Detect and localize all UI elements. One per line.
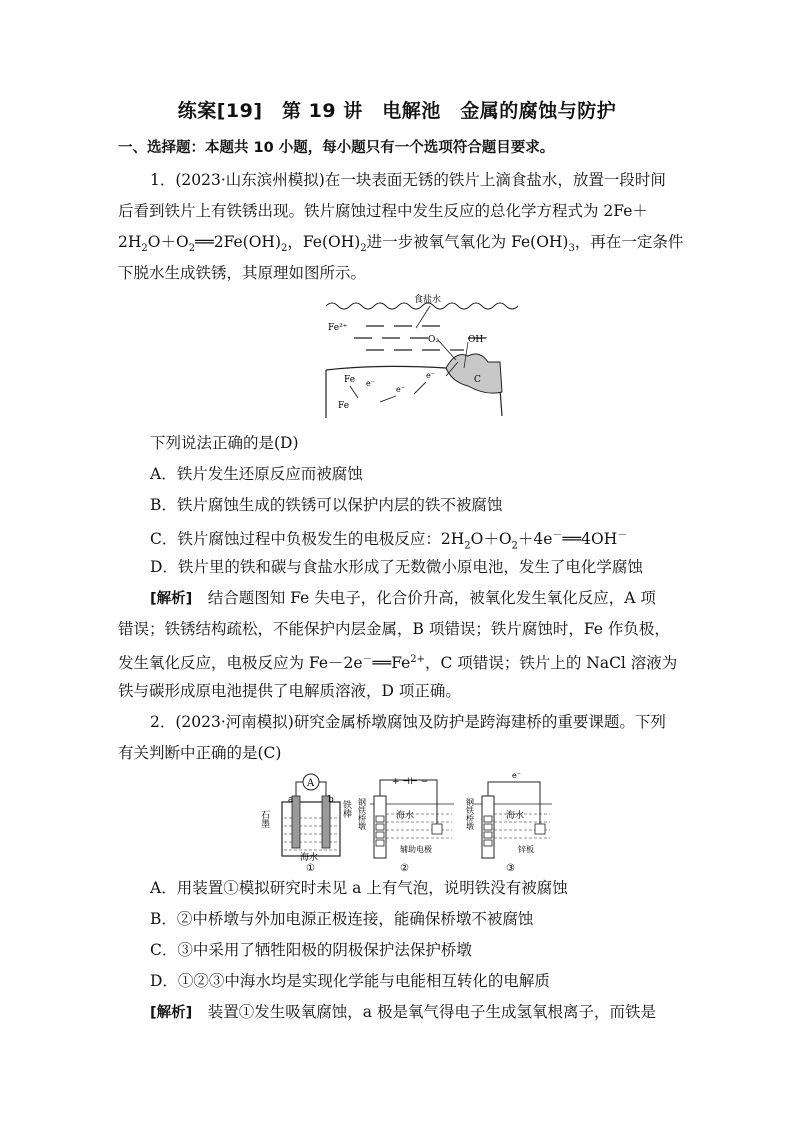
fig2-number-1: ①	[306, 863, 315, 874]
q1-option-a: A．铁片发生还原反应而被腐蚀	[150, 465, 363, 483]
q2-option-b: B．②中桥墩与外加电源正极连接，能确保桥墩不被腐蚀	[150, 910, 534, 928]
fig2-apparatus-1	[259, 774, 352, 874]
fig1-fe2-label: Fe²⁺	[328, 323, 348, 333]
svg-text:+ ⊣⊢ −: + ⊣⊢ −	[392, 777, 429, 787]
fig1-carbon-region	[446, 354, 502, 393]
fig1-electron-3: e⁻	[426, 371, 435, 380]
q1-analysis-line2: 错误；铁锈结构疏松，不能保护内层金属，B 项错误；铁片腐蚀时，Fe 作负极，	[118, 620, 670, 638]
fig2-number-3: ③	[506, 863, 515, 874]
fig2-apparatus-diagram	[259, 768, 552, 874]
fig2-electron-label: e⁻	[512, 771, 521, 780]
fig2-pile-label-2: 钢铁桥墩	[357, 798, 367, 830]
fig2-number-2: ②	[400, 863, 409, 874]
q1-stem: 下列说法正确的是(D)	[150, 434, 299, 452]
fig1-electron-1: e⁻	[366, 379, 375, 388]
q2-analysis-line1: [解析] 装置①发生吸氧腐蚀，a 极是氧气得电子生成氢氧根离子，而铁是	[150, 1003, 656, 1021]
fig2-iron-rod-label: 铁棒	[341, 800, 351, 818]
page-title: 练案[19] 第 19 讲 电解池 金属的腐蚀与防护	[177, 100, 617, 122]
analysis-tag: [解析]	[150, 591, 193, 607]
q1-option-d: D．铁片里的铁和碳与食盐水形成了无数微小原电池，发生了电化学腐蚀	[150, 558, 643, 576]
q1-analysis-line4: 铁与碳形成原电池提供了电解质溶液，D 项正确。	[118, 682, 461, 700]
fig1-oh-label: OH⁻	[468, 335, 488, 345]
analysis-tag-2: [解析]	[150, 1005, 193, 1021]
q1-option-c: C．铁片腐蚀过程中负极发生的电极反应：$2H_2O+O_2+4e^-══4OH^-$	[150, 530, 628, 552]
fig1-electron-2: e⁻	[396, 385, 405, 394]
fig2-apparatus-2	[358, 777, 455, 874]
fig2-ammeter-label: A	[307, 778, 315, 789]
fig1-o2-label: O₂	[428, 335, 439, 345]
q1-option-b: B．铁片腐蚀生成的铁锈可以保护内层的铁不被腐蚀	[150, 496, 503, 514]
q1-analysis-line3: 发生氧化反应，电极反应为 $Fe-2e^-══Fe^{2+}$，C 项错误；铁片上的 NaCl 溶液为	[118, 654, 678, 673]
fig2-zinc-plate-label: 锌板	[518, 845, 534, 854]
q2-line1: 2．(2023·河南模拟)研究金属桥墩腐蚀及防护是跨海建桥的重要课题。下列	[150, 713, 666, 731]
q1-line3: $2H_2O+O_2══2Fe(OH)_2$，$Fe(OH)_2$进一步被氧气氧化为 $Fe(OH)_3$，再在一定条件	[118, 233, 684, 255]
fig2-pile-label-3: 钢铁桥墩	[465, 798, 475, 830]
fig2-b-label: b	[328, 795, 334, 805]
fig2-seawater-label-1: 海水	[300, 853, 319, 863]
fig2-graphite-label: 石墨	[259, 810, 269, 828]
section-heading: 一、选择题：本题共 10 小题，每小题只有一个选项符合题目要求。	[118, 140, 555, 156]
q1-analysis-line1: [解析] 结合题图知 Fe 失电子，化合价升高，被氧化发生氧化反应，A 项	[150, 589, 656, 607]
fig2-apparatus-3	[466, 771, 553, 874]
q1-line1: 1．(2023·山东滨州模拟)在一块表面无锈的铁片上滴食盐水，放置一段时间	[150, 171, 666, 189]
fig1-salt-water-label: 食盐水	[414, 295, 442, 305]
q2-option-d: D．①②③中海水均是实现化学能与电能相互转化的电解质	[150, 972, 550, 990]
fig1-corrosion-diagram	[318, 290, 518, 420]
q2-option-a: A．用装置①模拟研究时未见 a 上有气泡，说明铁没有被腐蚀	[150, 879, 568, 897]
q1-line2: 后看到铁片上有铁锈出现。铁片腐蚀过程中发生反应的总化学方程式为 2Fe＋	[118, 202, 648, 220]
q2-line2: 有关判断中正确的是(C)	[118, 744, 282, 762]
fig2-aux-electrode-label: 辅助电极	[400, 845, 432, 854]
fig1-fe-label-2: Fe	[338, 401, 350, 411]
fig1-c-label: C	[474, 375, 481, 385]
q2-option-c: C．③中采用了牺牲阳极的阴极保护法保护桥墩	[150, 941, 472, 959]
fig1-fe-label-1: Fe	[344, 375, 356, 385]
fig2-seawater-label-3: 海水	[506, 811, 525, 821]
fig1-solution-dashes	[354, 326, 486, 350]
fig2-a-label: a	[288, 795, 294, 805]
q1-line4: 下脱水生成铁锈，其原理如图所示。	[118, 264, 367, 282]
fig2-seawater-label-2: 海水	[396, 811, 415, 821]
